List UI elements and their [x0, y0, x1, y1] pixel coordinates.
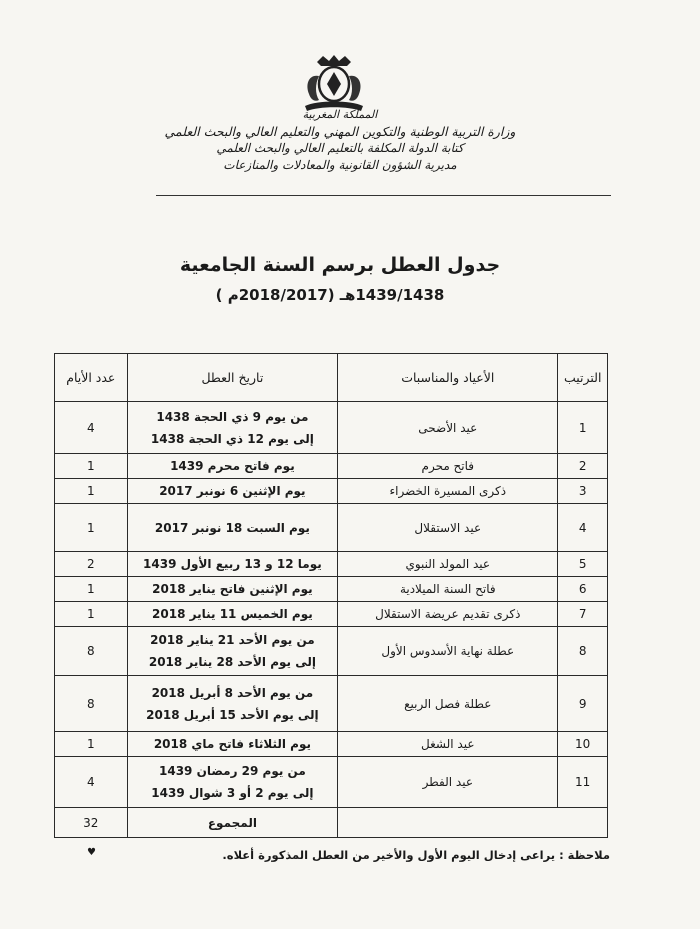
cell-rank: 6 [558, 577, 608, 602]
cell-date [127, 577, 338, 602]
table-row [55, 627, 608, 676]
cell-occasion: عيد الشغل [338, 732, 558, 757]
cell-rank: 9 [558, 676, 608, 732]
cell-rank: 11 [558, 757, 608, 808]
cell-days: 1 [55, 577, 128, 602]
footnote: ملاحظة : يراعى إدخال اليوم الأول والأخير من العطل المذكورة أعلاه. [222, 848, 610, 862]
cell-date [127, 504, 338, 552]
cell-rank: 8 [558, 627, 608, 676]
date-line: يوما 12 و 13 ربيع الأول 1439 [143, 557, 322, 571]
date-line: يوم السبت 18 نونبر 2017 [154, 520, 310, 535]
date-line: من يوم الأحد 8 أبريل 2018 [151, 685, 314, 700]
cell-occasion: عيد الفطر [338, 757, 558, 808]
cell-occasion: عيد الاستقلال [338, 504, 558, 552]
cell-days: 1 [55, 602, 128, 627]
col-header-days: عدد الأيام [55, 354, 128, 402]
cell-occasion: ذكرى المسيرة الخضراء [338, 479, 558, 504]
date-line: يوم الخميس 11 يناير 2018 [152, 607, 313, 621]
table-row [55, 732, 608, 757]
table-row [55, 552, 608, 577]
cell-date [127, 454, 338, 479]
cell-date [127, 479, 338, 504]
cell-days: 4 [55, 757, 128, 808]
col-header-date: تاريخ العطل [127, 354, 338, 402]
cell-rank: 10 [558, 732, 608, 757]
page-title: جدول العطل برسم السنة الجامعية [179, 254, 501, 276]
cell-days: 1 [55, 732, 128, 757]
cell-occasion: عطلة فصل الربيع [338, 676, 558, 732]
cell-date [127, 757, 338, 808]
cell-rank: 7 [558, 602, 608, 627]
cell-occasion: فاتح السنة الميلادية [338, 577, 558, 602]
ministry-header [140, 106, 540, 174]
col-header-rank: الترتيب [558, 354, 608, 402]
cell-days: 8 [55, 676, 128, 732]
cell-days: 1 [55, 454, 128, 479]
cell-days: 1 [55, 504, 128, 552]
cell-rank: 2 [558, 454, 608, 479]
cell-rank: 3 [558, 479, 608, 504]
table-row [55, 454, 608, 479]
cell-total-days: 32 [55, 808, 128, 838]
date-line: من يوم 9 ذي الحجة 1438 [156, 409, 309, 424]
date-line: إلى يوم 2 أو 3 شوال 1439 [151, 786, 314, 800]
date-line: إلى يوم 12 ذي الحجة 1438 [150, 431, 314, 446]
header-line-kingdom: المملكة المغربية [302, 108, 378, 121]
date-line: يوم الإثنين فاتح يناير 2018 [152, 582, 313, 596]
table-row [55, 577, 608, 602]
cell-days: 4 [55, 402, 128, 454]
table-row [55, 602, 608, 627]
cell-days: 8 [55, 627, 128, 676]
table-row [55, 479, 608, 504]
cell-occasion: عيد الأضحى [338, 402, 558, 454]
cell-days: 1 [55, 479, 128, 504]
heart-icon: ♥ [87, 847, 96, 858]
cell-occasion: عيد المولد النبوي [338, 552, 558, 577]
cell-total-blank [338, 808, 608, 838]
holidays-table [54, 353, 608, 838]
cell-date [127, 627, 338, 676]
royal-emblem-icon [297, 54, 371, 114]
date-line: من يوم 29 رمضان 1439 [159, 764, 306, 778]
date-line: إلى يوم الأحد 15 أبريل 2018 [146, 707, 319, 722]
date-line: يوم فاتح محرم 1439 [170, 459, 295, 473]
table-row [55, 676, 608, 732]
cell-date [127, 602, 338, 627]
cell-date [127, 732, 338, 757]
header-divider [156, 195, 611, 196]
table-row [55, 504, 608, 552]
cell-days: 2 [55, 552, 128, 577]
date-line: من يوم الأحد 21 يناير 2018 [150, 633, 315, 647]
col-header-occasion: الأعياد والمناسبات [338, 354, 558, 402]
cell-rank: 5 [558, 552, 608, 577]
table-header-row [55, 354, 608, 402]
cell-occasion: عطلة نهاية الأسدوس الأول [338, 627, 558, 676]
cell-date [127, 552, 338, 577]
table-total-row [55, 808, 608, 838]
cell-rank: 4 [558, 504, 608, 552]
table-row [55, 402, 608, 454]
table-row [55, 757, 608, 808]
cell-date [127, 402, 338, 454]
date-line: إلى يوم الأحد 28 يناير 2018 [148, 655, 316, 669]
page-subtitle: 1439/1438هـ (2018/2017م ) [215, 286, 445, 304]
header-line-secretariat: كتابة الدولة المكلفة بالتعليم العالي والبحث العلمي [216, 141, 464, 155]
cell-rank: 1 [558, 402, 608, 454]
date-line: يوم الإثنين 6 نونبر 2017 [159, 484, 306, 498]
date-line: يوم الثلاثاء فاتح ماي 2018 [153, 737, 311, 751]
header-line-directorate: مديرية الشؤون القانونية والمعادلات والمنازعات [223, 158, 457, 172]
cell-date [127, 676, 338, 732]
header-line-ministry: وزارة التربية الوطنية والتكوين المهني والتعليم العالي والبحث العلمي [164, 124, 516, 139]
cell-total-label: المجموع [127, 808, 338, 838]
cell-occasion: ذكرى تقديم عريضة الاستقلال [338, 602, 558, 627]
cell-occasion: فاتح محرم [338, 454, 558, 479]
